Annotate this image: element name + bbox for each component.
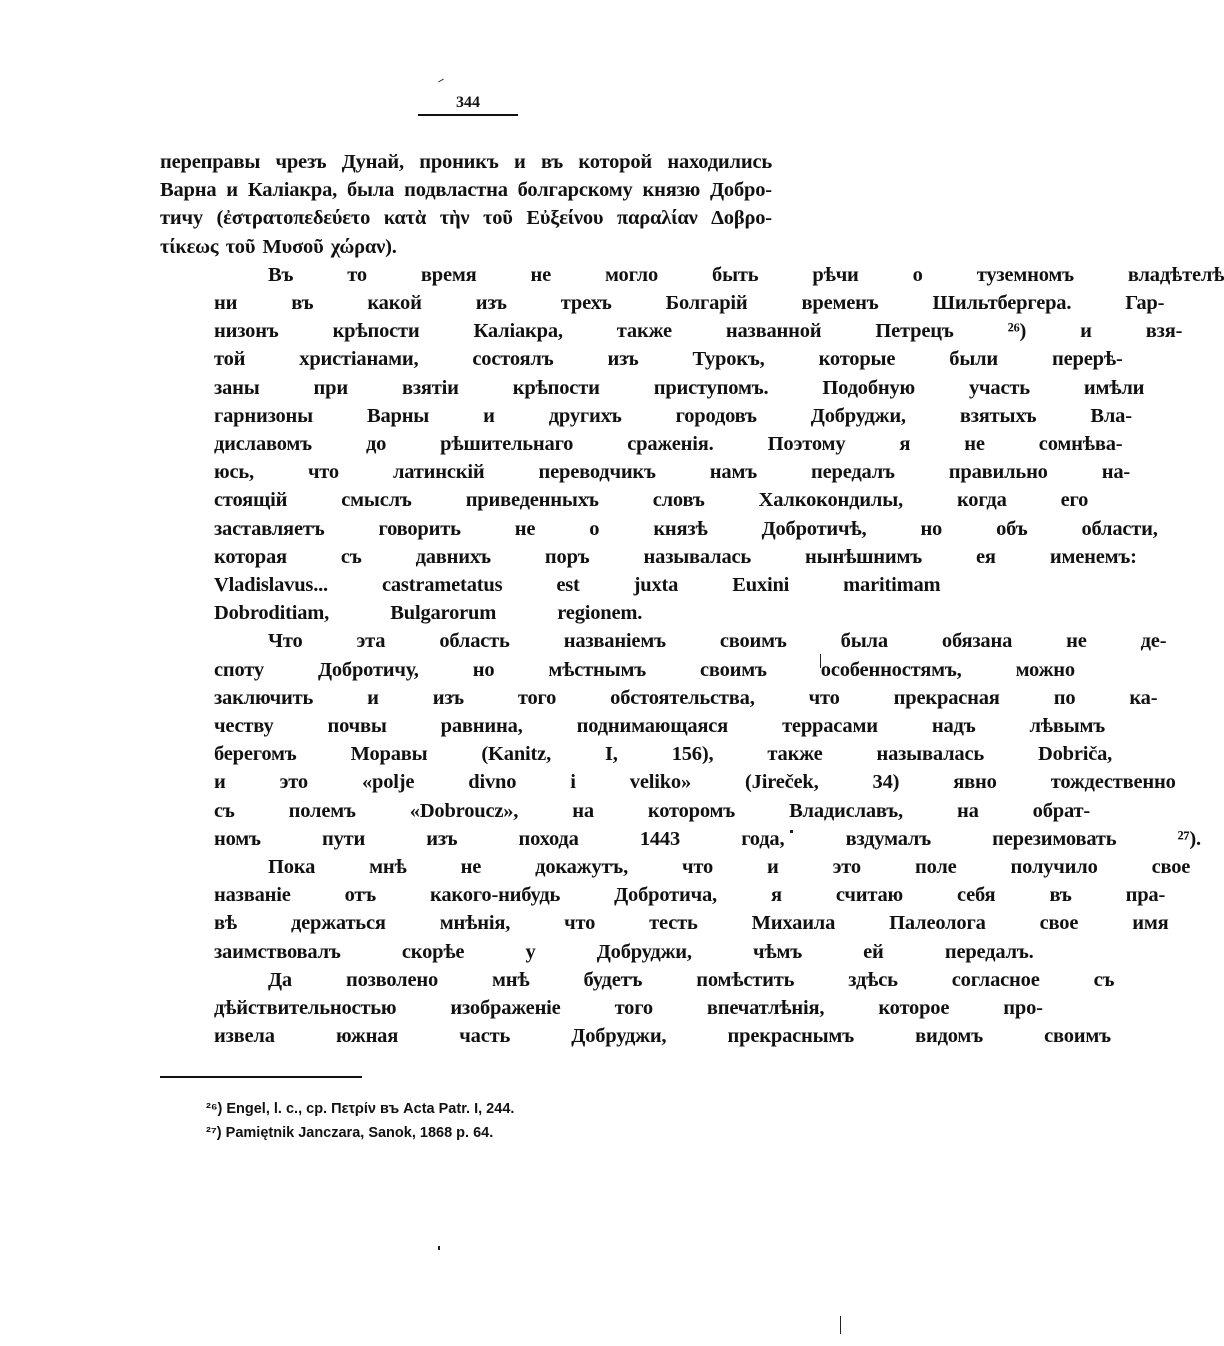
- footnote-rule: [160, 1076, 362, 1078]
- text-line: Dobroditiam, Bulgarorum regionem.: [214, 602, 643, 625]
- text-line: той христіанами, состоялъ изъ Турокъ, которые были перерѣ-: [214, 348, 1123, 371]
- paragraph: [160, 148, 772, 261]
- text-line: τίκεως τοῦ Μυσοῦ χώραν).: [160, 235, 397, 258]
- text-line: извела южная часть Добруджи, прекраснымъ видомъ своимъ: [214, 1025, 1111, 1048]
- paragraph: [160, 627, 1201, 853]
- text-line: заны при взятіи крѣпости приступомъ. Подобную участь имѣли: [214, 376, 1145, 399]
- text-line: Пока мнѣ не докажутъ, что и это поле получило свое: [268, 856, 1191, 879]
- text-line: гарнизоны Варны и другихъ городовъ Добруджи, взятыхъ Вла-: [214, 404, 1132, 427]
- text-line: Vladislavus... castrametatus est juxta Euxini maritimam: [214, 574, 941, 597]
- scan-speck: [820, 654, 821, 668]
- text-line: Что эта область названіемъ своимъ была обязана не де-: [268, 630, 1167, 653]
- text-line: заимствовалъ скорѣе у Добруджи, чѣмъ ей передалъ.: [214, 940, 1034, 963]
- text-line: тичу (ἐστρατοπεδεύετο κατὰ τὴν τοῦ Εὐξείνου παραλίαν Δοβρο-: [160, 207, 772, 230]
- text-line: Варна и Каліакра, была подвластна болгарскому князю Добро-: [160, 179, 772, 202]
- text-line: которая съ давнихъ поръ называлась нынѣшнимъ ея именемъ:: [214, 545, 1137, 568]
- scan-speck: [790, 830, 793, 833]
- scan-speck: [438, 1246, 440, 1250]
- text-line: низонъ крѣпости Каліакра, также названной Петрецъ ²⁶) и взя-: [214, 320, 1183, 343]
- text-line: Да позволено мнѣ будетъ помѣстить здѣсь согласное съ: [268, 968, 1115, 991]
- paragraph: [160, 853, 1191, 966]
- footnotes: [206, 1097, 766, 1145]
- text-line: дѣйствительностью изображеніе того впечатлѣнія, которое про-: [214, 997, 1043, 1020]
- text-line: вѣ держаться мнѣнія, что тесть Михаила Палеолога свое имя: [214, 912, 1169, 935]
- text-line: стоящій смыслъ приведенныхъ словъ Халкокондилы, когда его: [214, 489, 1089, 512]
- text-line: честву почвы равнина, поднимающаяся террасами надъ лѣвымъ: [214, 715, 1106, 738]
- text-line: названіе отъ какого-нибудь Добротича, я считаю себя въ пра-: [214, 884, 1166, 907]
- paragraph: [160, 966, 1115, 1051]
- text-line: юсь, что латинскій переводчикъ намъ передалъ правильно на-: [214, 461, 1131, 484]
- text-line: и это «polje divno i veliko» (Jireček, 34) явно тождественно: [214, 771, 1176, 794]
- text-line: споту Добротичу, но мѣстнымъ своимъ особенностямъ, можно: [214, 658, 1075, 681]
- footnote: ²⁶) Engel, l. c., cp. Πετρίν въ Acta Patr. I, 244.: [206, 1101, 515, 1117]
- paragraph: [160, 261, 1224, 628]
- text-line: берегомъ Моравы (Kanitz, I, 156), также называлась Dobriča,: [214, 743, 1113, 766]
- text-line: заставляетъ говорить не о князѣ Добротичѣ, но объ области,: [214, 517, 1158, 540]
- text-line: Въ то время не могло быть рѣчи о туземномъ владѣтелѣ: [268, 263, 1224, 286]
- text-line: съ полемъ «Dobroucz», на которомъ Владиславъ, на обрат-: [214, 799, 1090, 822]
- text-line: ни въ какой изъ трехъ Болгарій временъ Шильтбергера. Гар-: [214, 292, 1165, 315]
- text-line: диславомъ до рѣшительнаго сраженія. Поэтому я не сомнѣва-: [214, 433, 1123, 456]
- text-line: переправы чрезъ Дунай, проникъ и въ которой находились: [160, 151, 772, 173]
- body-text: [160, 148, 1224, 1051]
- footnote: ²⁷) Pamiętnik Janczara, Sanok, 1868 p. 64.: [206, 1125, 494, 1141]
- scan-speck: [438, 79, 444, 83]
- text-line: номъ пути изъ похода 1443 года, вздумалъ перезимовать ²⁷).: [214, 827, 1201, 850]
- text-line: заключить и изъ того обстоятельства, что прекрасная по ка-: [214, 686, 1158, 709]
- page-number: 344: [456, 94, 480, 111]
- scan-speck: [840, 1316, 841, 1334]
- header-rule: [418, 114, 518, 116]
